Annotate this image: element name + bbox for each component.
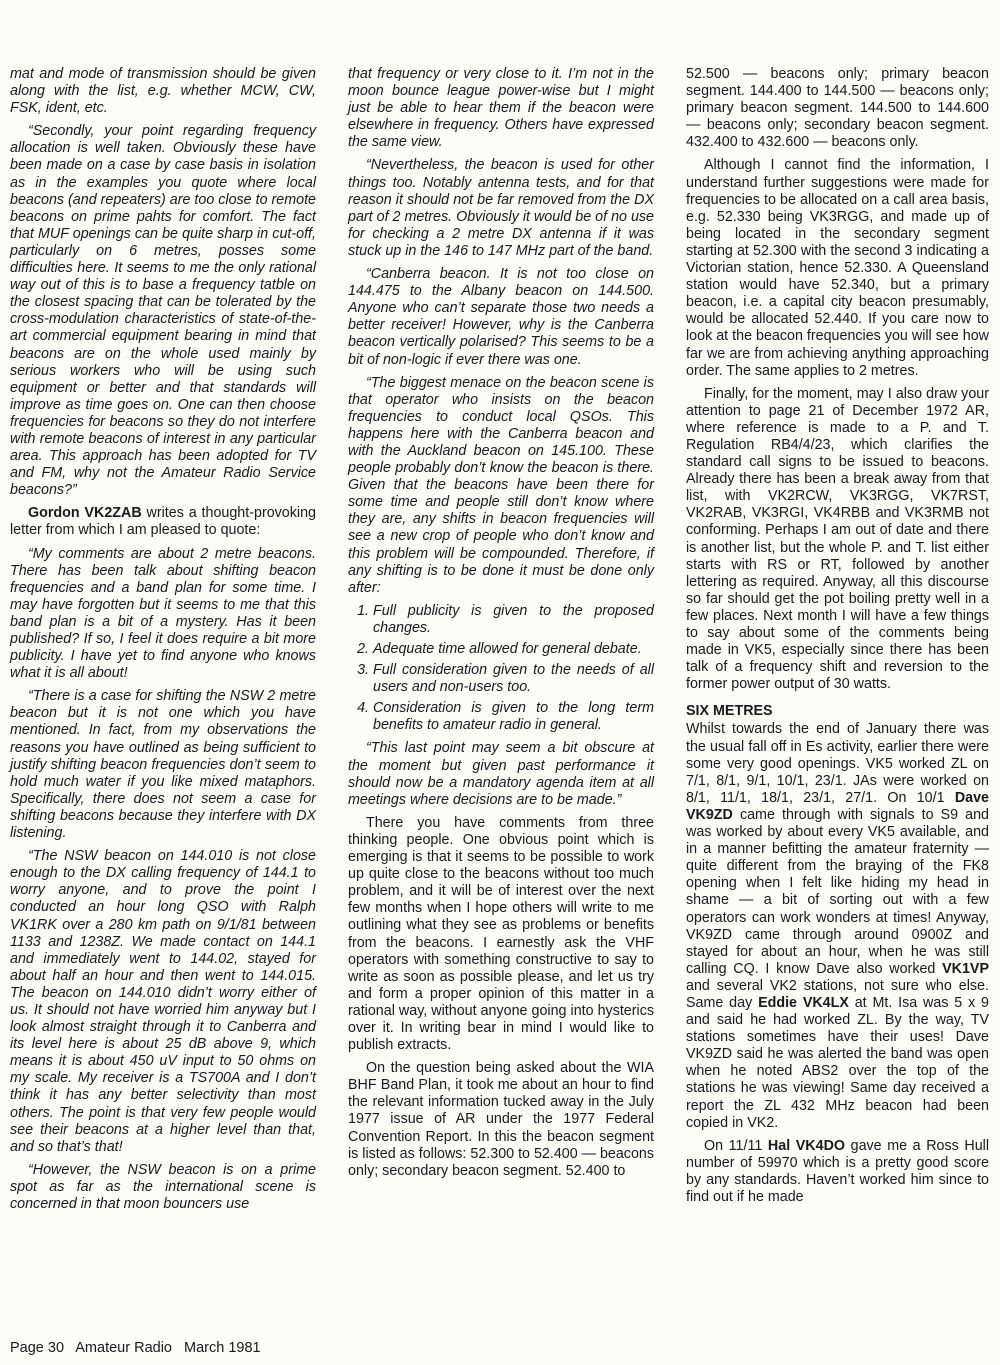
paragraph: “There is a case for shifting the NSW 2 metre beacon but it is not one which you have mentioned. In fact, from my observations the reasons you have outlined as being sufficient to justify shifting beacon frequencies don’t seem to hold much water if you like mixed mataphors. Specifically, there does not seem a case for shifting beacons because they interfere with DX listening. (10, 688, 316, 842)
paragraph: “This last point may seem a bit obscure at the moment but given past performance it should now be a mandatory agenda item at all meetings where decisions are to be made.” (348, 740, 654, 808)
callsign: Hal VK4DO (767, 1137, 846, 1154)
paragraph: “The NSW beacon on 144.010 is not close enough to the DX calling frequency of 144.1 to worry anyone, and to prove the point I conducted an hour long QSO with Ralph VK1RK over a 280 km path on 9/1/81 between 1133 and 1238Z. We made contact on 144.1 and immediately went to 144.02, stayed for about half an hour and then went to 144.015. The beacon on 144.010 didn’t worry either of us. It should not have worried him anyway but I look almost straight through it to Canberra and its level here is about 25 dB above 9, which means it is about 450 uV input to 50 ohms on my scale. My receiver is a TS700A and I don’t think it has any better selectivity than most others. The point is that very few people would see their beacons at a higher level than that, and so that’s that! (10, 848, 316, 1155)
paragraph: Finally, for the moment, may I also draw your attention to page 21 of December 1972 AR, where reference is made to a P. and T. Regulation RB4/4/23, which clarifies the standard call signs to be issued to beacons. Already there has been a break away from that list, with VK2RCW, VK3RGG, VK7RST, VK2RAB, VK3RGI, VK4RBB and VK3RMB not conforming. Perhaps I am out of date and there is another list, but the whole P. and T. list either starts with RS or RT, followed by another lettering as required. Anyway, all this discourse so far should get the pot boiling pretty well in a few places. Next month I will have a few things to say about some of the comments being made in VK5, especially since there has been talk of a frequency shift and reversion to the former power output of 30 watts. (686, 385, 989, 693)
paragraph: “My comments are about 2 metre beacons. There has been talk about shifting beacon frequencies and a band plan for some time. I may have forgotten but it seems to me that this band plan is a bit of a mystery. Has it been published? If so, I feel it does require a bit more publicity. I have yet to find anyone who knows what it is all about! (10, 545, 316, 682)
list-item: 4. Consideration is given to the long term benefits to amateur radio in general. (373, 700, 654, 734)
callsign: VK1VP (942, 960, 989, 977)
paragraph (686, 721, 989, 1131)
paragraph: 52.500 — beacons only; primary beacon segment. 144.400 to 144.500 — beacons only; primary beacon segment. 144.500 to 144.600 — beacons only; secondary beacon segment. 432.400 to 432.600 — beacons only. (686, 66, 989, 151)
paragraph-text: On 11/11 (704, 1137, 768, 1154)
column-2 (348, 66, 654, 1186)
page-footer (10, 1340, 269, 1356)
paragraph: “Secondly, your point regarding frequency allocation is well taken. Obviously these have been made on a case by case basis in isolation as in the examples you quote where local beacons (and repeaters) are too close to remote beacons on prime pahts for comfort. The fact that MUF openings can be quite sharp in cut-off, particularly on 6 metres, posses some difficulties here. It seems to me the only rational way out of this is to base a frequency tatble on the closest spacing that can be tolerated by the cross-modulation characteristics of state-of-the-art commercial equipment bearing in mind that beacons are on the whole used mainly by serious workers who will be using such equipment or better and that standards will improve as time goes on. One can then choose frequencies for beacons so they do not interfere with remote beacons of interest in any particular area. This approach has been adopted for TV and FM, why not the Amateur Radio Service beacons?” (10, 123, 316, 499)
list-item: 3. Full consideration given to the needs of all users and non-users too. (373, 662, 654, 696)
paragraph: “Nevertheless, the beacon is used for other things too. Notably antenna tests, and for that reason it should not be far removed from the DX part of 2 metres. Obviously it would be of no use for checking a 2 metre DX antenna if it was stuck up in the 146 to 147 MHz part of the band. (348, 157, 654, 259)
paragraph-text: came through with signals to S9 and was worked by about every VK5 available, and in a manner befitting the amateur fraternity — quite different from the braying of the FK8 opening when I felt like hiding my head in shame — a bit of sorting out with a few operators can work wonders at times! Anyway, VK9ZD came through around 0900Z and stayed for about an hour, when he was still calling CQ. I know Dave also worked (686, 806, 989, 977)
paragraph-text: gave me a Ross Hull number of 59970 which is a pretty good score by any standards. Haven’t worked him since to find out if he made (686, 1137, 990, 1205)
paragraph: There you have comments from three thinking people. One obvious point which is emerging is that it seems to be possible to work up quite close to the beacons without too much problem, and it will be of interest over the next few months when I hope others will write to me outlining what they see as problems or benefits from the beacons. I earnestly ask the VHF operators with something constructive to say to write as soon as possible please, and let us try and form a proper opinion of this matter in a rational way, without anyone going into hysterics over it. In writing bear in mind I would like to publish extracts. (348, 814, 654, 1054)
paragraph: On the question being asked about the WIA BHF Band Plan, it took me about an hour to find the relevant information tucked away in the July 1977 issue of AR under the 1977 Federal Convention Report. In this the beacon segment is listed as follows: 52.300 to 52.400 — beacons only; secondary beacon segment. 52.400 to (348, 1060, 654, 1179)
issue-date: March 1981 (184, 1340, 261, 1356)
paragraph: “The biggest menace on the beacon scene is that operator who insists on the beacon frequencies to conduct local QSOs. This happens here with the Canberra beacon and with the Auckland beacon on 145.100. These people probably don’t know the beacon is there. Given that the beacons have been there for some time and people still don’t know where they are, any shifts in beacon frequencies will see a new crop of people who don’t know and this problem will be compounded. Therefore, if any shifting is to be done it must be done only after: (348, 374, 654, 596)
callsign: Dave VK9ZD (686, 789, 989, 823)
numbered-list (348, 603, 654, 735)
paragraph-text: at Mt. Isa was 5 x 9 and said he had worked ZL. By the way, TV stations sometimes have their uses! Dave VK9ZD said he was alerted the band was open when he noted ABS2 over the top of the stations he was viewing! Same day received a report the ZL 432 MHz beacon had been copied in VK2. (686, 994, 990, 1131)
paragraph: “Canberra beacon. It is not too close on 144.475 to the Albany beacon on 144.500. Anyone who can’t separate those two needs a better receiver! However, why is the Canberra beacon vertically polarised? This seems to be a bit of non-logic if ever there was one. (348, 266, 654, 368)
paragraph: mat and mode of transmission should be given along with the list, e.g. whether MCW, CW, FSK, ident, etc. (10, 66, 316, 117)
list-item: 2. Adequate time allowed for general debate. (373, 641, 654, 658)
paragraph: Although I cannot find the information, I understand further suggestions were made for frequencies to be allocated on a call area basis, e.g. 52.330 being VK3RGG, and made up of being located in the secondary segment starting at 52.300 with the second 3 indicating a Victorian station, hence 52.330. A Queensland station would have 52.340, but a primary beacon, i.e. a capital city beacon presumably, would be allocated 52.440. If you care now to look at the beacon frequencies you will see how far we are from achieving anything approaching order. The same applies to 2 metres. (686, 157, 989, 379)
section-heading: SIX METRES (686, 703, 773, 720)
magazine-name: Amateur Radio (75, 1340, 172, 1356)
paragraph: that frequency or very close to it. I’m not in the moon bounce league power-wise but I might just be able to hear them if the beacon were elsewhere in frequency. Others have expressed the same view. (348, 66, 654, 151)
callsign: Eddie VK4LX (758, 994, 849, 1011)
paragraph-text: and several VK2 stations, not sure who else. Same day (686, 977, 989, 1011)
paragraph (686, 1138, 989, 1206)
paragraph (10, 505, 316, 539)
column-1 (10, 66, 316, 1219)
column-3 (686, 66, 989, 1212)
author-name: Gordon VK2ZAB (28, 505, 142, 522)
paragraph-text: writes a thought-provoking letter from which I am pleased to quote: (10, 505, 316, 539)
page-number: Page 30 (10, 1340, 65, 1356)
paragraph: “However, the NSW beacon is on a prime spot as far as the international scene is concerned in that moon bouncers use (10, 1161, 316, 1212)
list-item: 1. Full publicity is given to the proposed changes. (373, 603, 654, 637)
paragraph-text: Whilst towards the end of January there was the usual fall off in Es activity, earlier there were some very good openings. VK5 worked ZL on 7/1, 8/1, 9/1, 10/1, 23/1. JAs were worked on 8/1, 11/1, 18/1, 23/1, 27/1. On 10/1 (686, 721, 989, 806)
